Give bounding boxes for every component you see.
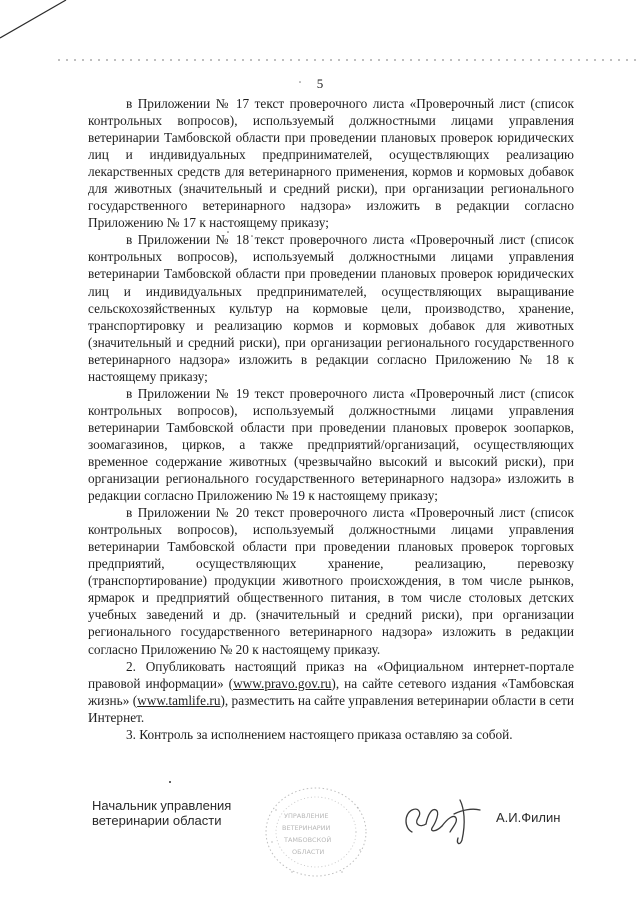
svg-text:УПРАВЛЕНИЕ: УПРАВЛЕНИЕ bbox=[284, 812, 329, 820]
paragraph-appendix-18: в Приложении № 18 текст проверочного листа «Проверочный лист (список контрольных вопросов), используемый должностными лицами управления ветеринарии Тамбовской области при проведении плановых проверок юридических лиц и индивидуальных предпринимателей, осуществляющих выращивание сельскохозяйственных культур на кормовые цели, производство, хранение, транспортировку и реализацию кормов и кормовых добавок для животных (значительный и средний риски), при организации регионального государственного ветеринарного надзора» изложить в редакции согласно Приложению № 18 к настоящему приказу; bbox=[88, 232, 574, 384]
svg-text:ВЕТЕРИНАРИИ: ВЕТЕРИНАРИИ bbox=[282, 824, 331, 832]
page-number: 5 bbox=[316, 76, 324, 91]
svg-text:ОБЛАСТИ: ОБЛАСТИ bbox=[292, 848, 325, 856]
paragraph-appendix-17: в Приложении № 17 текст проверочного листа «Проверочный лист (список контрольных вопросов), используемый должностными лицами управления ветеринарии Тамбовской области при проведении плановых проверок юридических лиц и индивидуальных предпринимателей, осуществляющих реализацию лекарственных средств для ветеринарного применения, кормов и кормовых добавок для животных (значительный и средний риски), при организации регионального государственного ветеринарного надзора» изложить в редакции согласно Приложению № 17 к настоящему приказу; bbox=[88, 96, 574, 231]
publish-text-b: ), на сайте сетевого издания «Тамбовская жизнь» ( bbox=[88, 675, 574, 708]
signatory-title-line1: Начальник управления bbox=[92, 798, 232, 813]
pravo-link[interactable]: www.pravo.gov.ru bbox=[233, 675, 332, 691]
signatory-title bbox=[92, 798, 231, 828]
paragraph-appendix-19: в Приложении № 19 текст проверочного листа «Проверочный лист (список контрольных вопросов), используемый должностными лицами управления ветеринарии Тамбовской области при проведении плановых проверок зоопарков, зоомагазинов, цирков, а также предприятий/организаций, осуществляющих временное содержание животных (чрезвычайно высокий и высокий риски), при организации регионального государственного ветеринарного надзора» изложить в редакции согласно Приложению № 19 к настоящему приказу; bbox=[88, 385, 574, 504]
svg-text:ТАМБОВСКОЙ: ТАМБОВСКОЙ bbox=[284, 836, 332, 844]
paragraph-publish bbox=[88, 658, 574, 726]
document-body bbox=[88, 95, 574, 743]
paragraph-appendix-20: в Приложении № 20 текст проверочного листа «Проверочный лист (список контрольных вопросов), используемый должностными лицами управления ветеринарии Тамбовской области при проведении плановых проверок торговых предприятий, осуществляющих хранение, реализацию, перевозку (транспортирование) продукции животного происхождения, в том числе рынков, ярмарок и предприятий общественного питания, в том числе столовых детских учебных заведений и др. (значительный и средний риски), при организации регионального государственного ветеринарного надзора» изложить в редакции согласно Приложению № 20 к настоящему приказу. bbox=[88, 505, 574, 657]
signatory-title-line2: ветеринарии области bbox=[92, 813, 222, 828]
signatory-name: А.И.Филин bbox=[496, 810, 561, 825]
publish-text-a: 2. Опубликовать настоящий приказ на «Официальном интернет-портале правовой информации» ( bbox=[88, 658, 574, 691]
tamlife-link[interactable]: www.tamlife.ru bbox=[137, 692, 221, 708]
paragraph-control: 3. Контроль за исполнением настоящего приказа оставляю за собой. bbox=[126, 726, 513, 742]
official-stamp bbox=[262, 780, 370, 880]
handwritten-signature bbox=[398, 788, 498, 848]
publish-text-c: ), разместить на сайте управления ветеринарии области в сети Интернет. bbox=[88, 692, 574, 725]
